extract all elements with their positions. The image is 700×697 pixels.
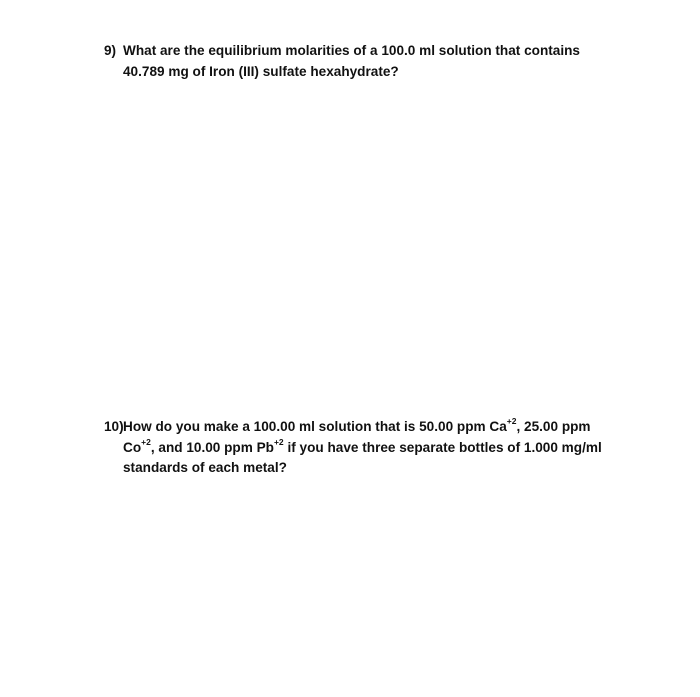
question-10-number: 10)	[104, 419, 124, 434]
question-10-line-2	[104, 438, 664, 459]
co-charge: +2	[141, 436, 151, 447]
pb-charge: +2	[273, 436, 284, 447]
question-9-text-2: 40.789 mg of Iron (III) sulfate hexahydrate?	[123, 63, 399, 79]
ca-charge: +2	[506, 416, 517, 427]
question-10-text-3: standards of each metal?	[123, 460, 287, 475]
question-10-text-2b: , and 10.00 ppm Pb	[150, 439, 274, 455]
question-9-line-1	[104, 41, 664, 62]
question-10-text-2c: if you have three separate bottles of 1.000 mg/ml	[283, 439, 602, 455]
question-10-text-1a: How do you make a 100.00 ml solution that is 50.00 ppm Ca	[123, 419, 507, 434]
question-10	[104, 417, 664, 479]
question-10-line-1	[104, 417, 664, 438]
question-9-text-1: What are the equilibrium molarities of a 100.0 ml solution that contains	[123, 43, 580, 58]
question-10-text-2a: Co	[123, 439, 142, 455]
question-9-number: 9)	[104, 43, 117, 58]
question-10-text-1b: , 25.00 ppm	[516, 419, 591, 434]
question-9	[104, 41, 664, 82]
